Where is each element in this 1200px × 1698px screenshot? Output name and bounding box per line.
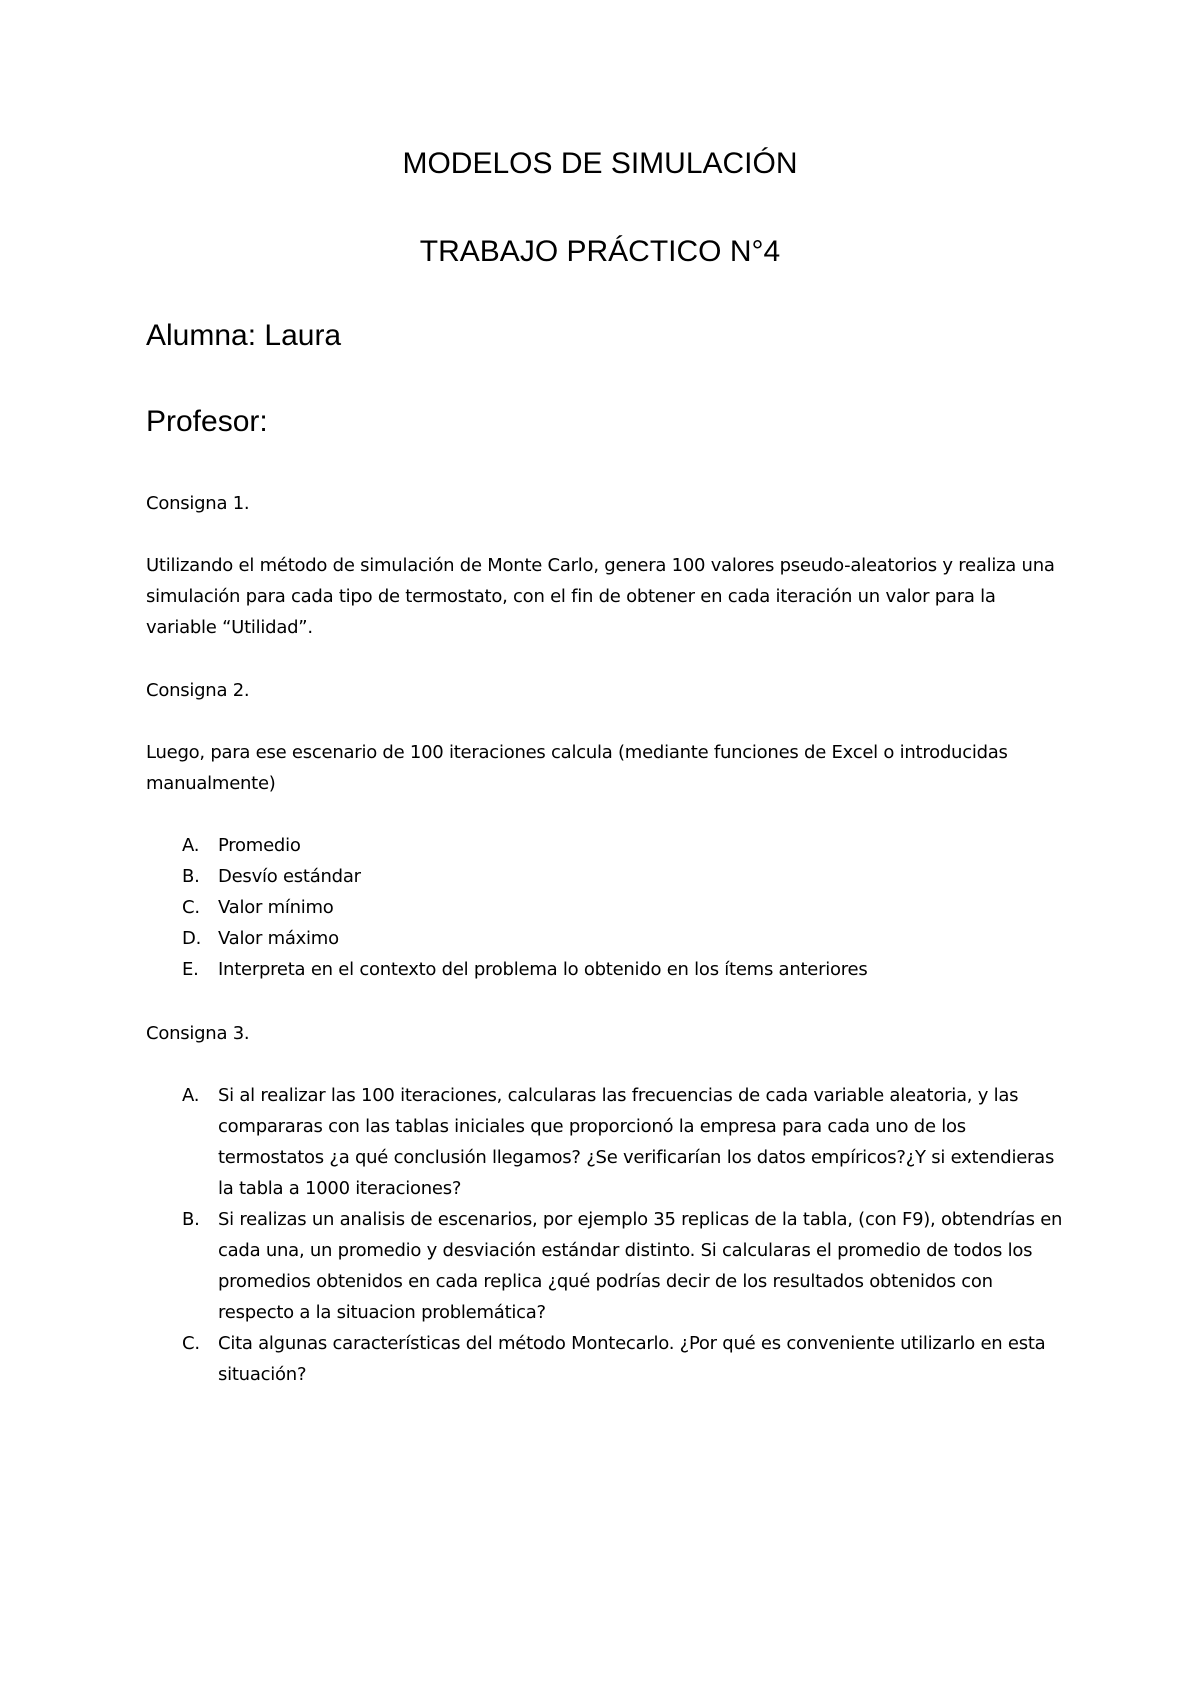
consigna-3-list <box>146 1080 1066 1390</box>
list-item-text: Valor máximo <box>218 928 339 949</box>
list-item-text: Si realizas un analisis de escenarios, por ejemplo 35 replicas de la tabla, (con F9), obtendrías en cada una, un promedio y desviación estándar distinto. Si calcularas el promedio de todos los promedios obtenidos en cada replica ¿qué podrías decir de los resultados obtenidos con respecto a la situacion problemática? <box>218 1209 1063 1323</box>
list-item <box>146 1204 1066 1328</box>
list-item <box>146 1328 1066 1390</box>
list-item-text: Interpreta en el contexto del problema lo obtenido en los ítems anteriores <box>218 959 868 980</box>
list-item-text: Desvío estándar <box>218 866 361 887</box>
student-name: Alumna: Laura <box>146 319 342 352</box>
list-item <box>146 954 1066 985</box>
list-marker: E. <box>182 959 199 980</box>
list-item-text: Cita algunas características del método Montecarlo. ¿Por qué es conveniente utilizarlo en esta situación? <box>218 1333 1046 1385</box>
professor-label: Profesor: <box>146 405 268 438</box>
consigna-1-text: Utilizando el método de simulación de Monte Carlo, genera 100 valores pseudo-aleatorios y realiza una simulación para cada tipo de termostato, con el fin de obtener en cada iteración un valor para la variable “Utilidad”. <box>146 555 1055 638</box>
list-marker: B. <box>182 1209 200 1230</box>
list-marker: D. <box>182 928 202 949</box>
list-item <box>146 892 1066 923</box>
consigna-2-list <box>146 830 1066 985</box>
list-item <box>146 1080 1066 1204</box>
list-marker: A. <box>182 1085 200 1106</box>
list-item <box>146 861 1066 892</box>
consigna-3-heading: Consigna 3. <box>146 1023 250 1044</box>
consigna-1-heading: Consigna 1. <box>146 493 250 514</box>
list-item <box>146 923 1066 954</box>
list-marker: B. <box>182 866 200 887</box>
list-item-text: Promedio <box>218 835 301 856</box>
consigna-2-heading: Consigna 2. <box>146 680 250 701</box>
list-item <box>146 830 1066 861</box>
list-marker: C. <box>182 897 200 918</box>
list-marker: A. <box>182 835 200 856</box>
consigna-2-text: Luego, para ese escenario de 100 iteraciones calcula (mediante funciones de Excel o introducidas manualmente) <box>146 742 1008 794</box>
document-title: MODELOS DE SIMULACIÓN <box>402 147 798 180</box>
list-item-text: Valor mínimo <box>218 897 334 918</box>
list-marker: C. <box>182 1333 200 1354</box>
list-item-text: Si al realizar las 100 iteraciones, calcularas las frecuencias de cada variable aleatoria, y las compararas con las tablas iniciales que proporcionó la empresa para cada uno de los termostatos ¿a qué conclusión llegamos? ¿Se verificarían los datos empíricos?¿Y si extendieras la tabla a 1000 iteraciones? <box>218 1085 1055 1199</box>
document-subtitle: TRABAJO PRÁCTICO N°4 <box>419 235 781 268</box>
